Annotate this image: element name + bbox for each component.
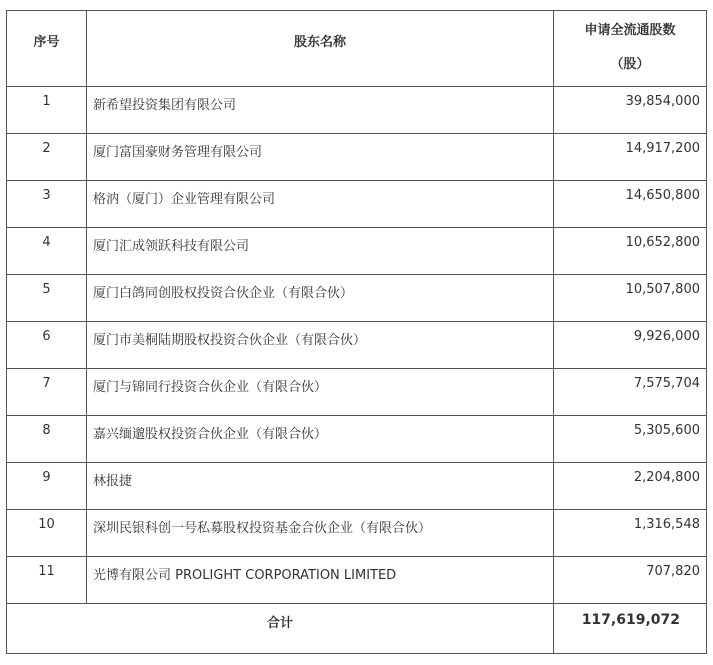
row-shares: 14,917,200: [554, 134, 707, 181]
table-row: [7, 510, 707, 557]
header-index: 序号: [7, 11, 87, 87]
total-shares: 117,619,072: [554, 604, 707, 654]
row-name: 厦门市美桐陆期股权投资合伙企业（有限合伙）: [87, 322, 554, 369]
row-shares: 1,316,548: [554, 510, 707, 557]
table-row: [7, 181, 707, 228]
row-name: 光博有限公司 PROLIGHT CORPORATION LIMITED: [87, 557, 554, 604]
row-index: 4: [7, 228, 87, 275]
header-shares-unit: （股）: [610, 57, 650, 72]
row-name: 厦门富国豪财务管理有限公司: [87, 134, 554, 181]
shareholder-table: [6, 10, 707, 654]
table-row: [7, 369, 707, 416]
table-row: [7, 134, 707, 181]
row-name: 厦门与锦同行投资合伙企业（有限合伙）: [87, 369, 554, 416]
header-name: 股东名称: [87, 11, 554, 87]
table-row: [7, 463, 707, 510]
row-name: 新希望投资集团有限公司: [87, 87, 554, 134]
row-index: 8: [7, 416, 87, 463]
row-shares: 9,926,000: [554, 322, 707, 369]
row-index: 10: [7, 510, 87, 557]
row-index: 2: [7, 134, 87, 181]
row-shares: 7,575,704: [554, 369, 707, 416]
table-row: [7, 322, 707, 369]
row-name: 厦门白鸽同创股权投资合伙企业（有限合伙）: [87, 275, 554, 322]
row-shares: 707,820: [554, 557, 707, 604]
total-row: [7, 604, 707, 654]
header-shares: [554, 11, 707, 87]
row-shares: 14,650,800: [554, 181, 707, 228]
row-shares: 5,305,600: [554, 416, 707, 463]
table-row: [7, 87, 707, 134]
row-name: 厦门汇成领跃科技有限公司: [87, 228, 554, 275]
row-index: 5: [7, 275, 87, 322]
row-shares: 39,854,000: [554, 87, 707, 134]
row-index: 1: [7, 87, 87, 134]
table-row: [7, 416, 707, 463]
row-shares: 2,204,800: [554, 463, 707, 510]
table-row: [7, 557, 707, 604]
table-footer: [7, 604, 707, 654]
row-name: 格汭（厦门）企业管理有限公司: [87, 181, 554, 228]
row-index: 11: [7, 557, 87, 604]
row-index: 6: [7, 322, 87, 369]
header-shares-title: 申请全流通股数: [584, 23, 676, 38]
table-row: [7, 275, 707, 322]
row-index: 9: [7, 463, 87, 510]
total-label: 合计: [7, 604, 554, 654]
row-name: 林报捷: [87, 463, 554, 510]
table-body: [7, 87, 707, 604]
row-index: 7: [7, 369, 87, 416]
row-shares: 10,507,800: [554, 275, 707, 322]
table-row: [7, 228, 707, 275]
row-name: 深圳民银科创一号私募股权投资基金合伙企业（有限合伙）: [87, 510, 554, 557]
table-header: [7, 11, 707, 87]
row-shares: 10,652,800: [554, 228, 707, 275]
row-index: 3: [7, 181, 87, 228]
row-name: 嘉兴缅邈股权投资合伙企业（有限合伙）: [87, 416, 554, 463]
